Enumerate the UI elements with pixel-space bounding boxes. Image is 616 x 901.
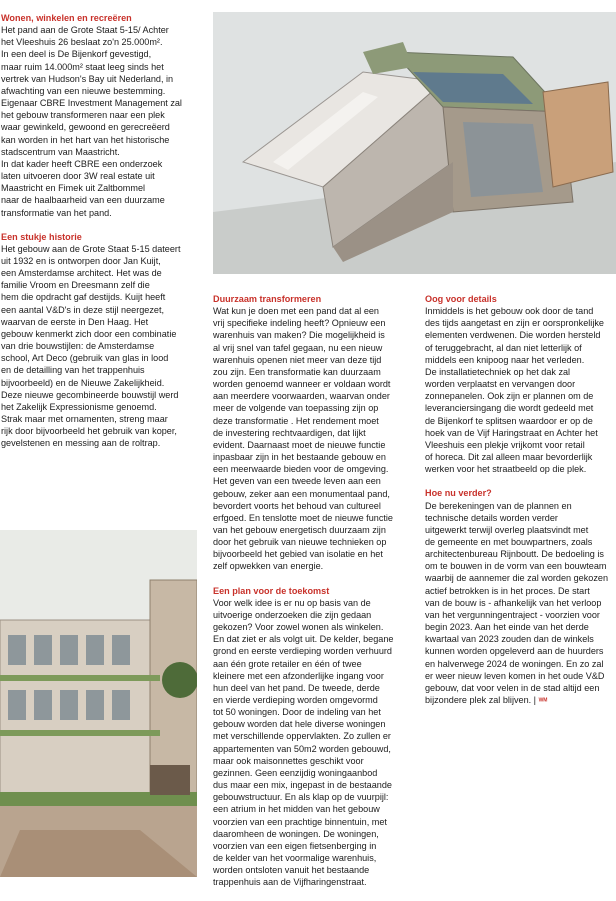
body-paragraph: In dat kader heeft CBRE een onderzoek laten uitvoeren door 3W real estate uit Maastricht en Fimek uit Zaltbommel naar de haalbaarheid van een duurzame transformatie van het pand. [1, 158, 165, 218]
body-paragraph: De berekeningen van de plannen en technische details worden verder uitgewerkt terwijl overleg plaatsvindt met de gemeente en met bouwpartners, zoals architectenbureau Rijnboutt. De bedoeling is om te bouwen in de vorm van een bouwteam waarbij de aannemer die zal worden gekozen actief betrokken is in het proces. De start van de bouw is - afhankelijk van het verloop van het vergunningentraject - voorzien voor begin 2023. Aan het einde van het derde kwartaal van 2023 zouden dan de winkels kunnen worden opgeleverd aan de huurders en halverwege 2024 de woningen. En zo zal er weer nieuw leven komen in het oude V&D gebouw, dat voor velen in de stad altijd een bijzondere plek zal blijven. | WM [425, 500, 608, 705]
section-heading: Oog voor details [425, 294, 497, 304]
column-middle [213, 293, 415, 901]
body-paragraph: Inmiddels is het gebouw ook door de tand des tijds aangetast en zijn er oorspronkelijke elementen verdwenen. Die worden hersteld of teruggebracht, al dan niet letterlijk of middels een knipoog naar het verleden. De installatietechniek op het dak zal worden verplaatst en vervangen door zonnepanelen. Ook zijn er plannen om de leveranciersingang die wordt gedeeld met de Bijenkorf te splitsen waardoor er op de hoek van de Vijf Haringstraat en Achter het Vleeshuis een plekje vrijkomt voor retail of horeca. Dit zal alleen maar bevorderlijk werken voor het straatbeeld op die plek. [425, 306, 604, 475]
aerial-rendering-image [213, 12, 616, 274]
courtyard-rendering-image [0, 530, 197, 877]
section-heading: Een stukje historie [1, 231, 82, 242]
column-left [1, 12, 197, 461]
section-heading: Een plan voor de toekomst [213, 585, 330, 596]
body-paragraph: Het gebouw aan de Grote Staat 5-15 dateert uit 1932 en is ontworpen door Jan Kuijt, een Amsterdamse architect. Het was de familie Vroom en Dreesmann zelf die hem die opdracht gaf destijds. Kuijt heeft een aantal V&D's in deze stijl neergezet, waarvan de eerste in Den Haag. Het gebouw kenmerkt zich door een combinatie van drie bouwstijlen: de Amsterdamse school, Art Deco (gebruik van glas in lood en de detailling van het trappenhuis bijvoorbeeld) en de Nieuwe Zakelijkheid. Deze nieuwe gecombineerde bouwstijl werd het Zakelijk Expressionisme genoemd. Strak maar met ornamenten, streng maar rijk door bijvoorbeeld het gebruik van koper, gevelstenen en messing aan de roltrap. [1, 243, 181, 449]
author-signature: WM [538, 697, 548, 704]
column-right [425, 293, 616, 707]
section-heading: Wonen, winkelen en recreëren [1, 13, 132, 23]
section-heading: Hoe nu verder? [425, 488, 492, 499]
body-paragraph: Voor welk idee is er nu op basis van de uitvoerige onderzoeken die zijn gedaan gekozen? Voor zowel wonen als winkelen. En dat ziet er als volgt uit. De kelder, begane grond en eerste verdieping worden verhuurd aan één grote retailer en één of twee kleinere met een afzonderlijke ingang voor hun deel van het pand. De tweede, derde en vierde verdieping worden omgevormd tot 50 woningen. Door de indeling van het gebouw worden dat hele diverse woningen met verschillende oppervlakten. Zo zullen er appartementen van 50m2 worden gebouwd, maar ook maisonnettes geschikt voor gezinnen. Geen eenzijdig woningaanbod dus maar een mix, ingepast in de bestaande gebouwstructuur. En als klap op de vuurpijl: een atrium in het midden van het gebouw voorzien van een prachtige binnentuin, met daaromheen de woningen. De woningen, voorzien van een eigen fietsenberging in de kelder van het voormalige warenhuis, worden ontsloten vanuit het bestaande trappenhuis aan de Vijfharingenstraat. [213, 597, 394, 888]
body-paragraph: Het pand aan de Grote Staat 5-15/ Achter het Vleeshuis 26 beslaat zo'n 25.000m². In een deel is De Bijenkorf gevestigd, maar ruim 14.000m² staat leeg sinds het vertrek van Hudson's Bay uit Nederland, in afwachting van een nieuwe bestemming. Eigenaar CBRE Investment Management zal het gebouw transformeren naar een plek waar gewinkeld, gewoond en gerecreëerd kan worden in het hart van het historische stadscentrum van Maastricht. [1, 25, 182, 157]
courtyard-illustration [0, 530, 197, 877]
body-paragraph: Wat kun je doen met een pand dat al een vrij specifieke indeling heeft? Opnieuw een warenhuis van maken? Die mogelijkheid is al vrij snel van tafel gegaan, nu een nieuw warenhuis openen niet meer van deze tijd zou zijn. Een transformatie kan duurzaam worden genoemd wanneer er voldaan wordt aan meerdere voorwaarden, waarvan onder meer de volgende van toepassing zijn op deze transformatie . Het rendement moet de investering rechtvaardigen, dat lijkt evident. Daarnaast moet de nieuwe functie inpasbaar zijn in het bestaande gebouw en een meerwaarde bieden voor de omgeving. Het geven van een tweede leven aan een gebouw, zeker aan een monumentaal pand, bevordert voorts het behoud van cultureel erfgoed. En tenslotte moet de nieuwe functie van het gebouw energetisch duurzaam zijn door het gebruik van nieuwe technieken op bijvoorbeeld het gebied van isolatie en het zelf opwekken van energie. [213, 306, 393, 572]
section-heading: Duurzaam transformeren [213, 294, 322, 304]
body-text: De berekeningen van de plannen en technische details worden verder uitgewerkt terwijl overleg plaatsvindt met de gemeente en met bouwpartners, zoals architectenbureau Rijnboutt. De bedoeling is om te bouwen in de vorm van een bouwteam waarbij de aannemer die zal worden gekozen actief betrokken is in het proces. De start van de bouw is - afhankelijk van het verloop van het vergunningentraject - voorzien voor begin 2023. Aan het einde van het derde kwartaal van 2023 zouden dan de winkels kunnen worden opgeleverd aan de huurders en halverwege 2024 de woningen. En zo zal er weer nieuw leven komen in het oude V&D gebouw, dat voor velen in de stad altijd een bijzondere plek zal blijven. [425, 500, 608, 705]
aerial-illustration [213, 12, 616, 274]
